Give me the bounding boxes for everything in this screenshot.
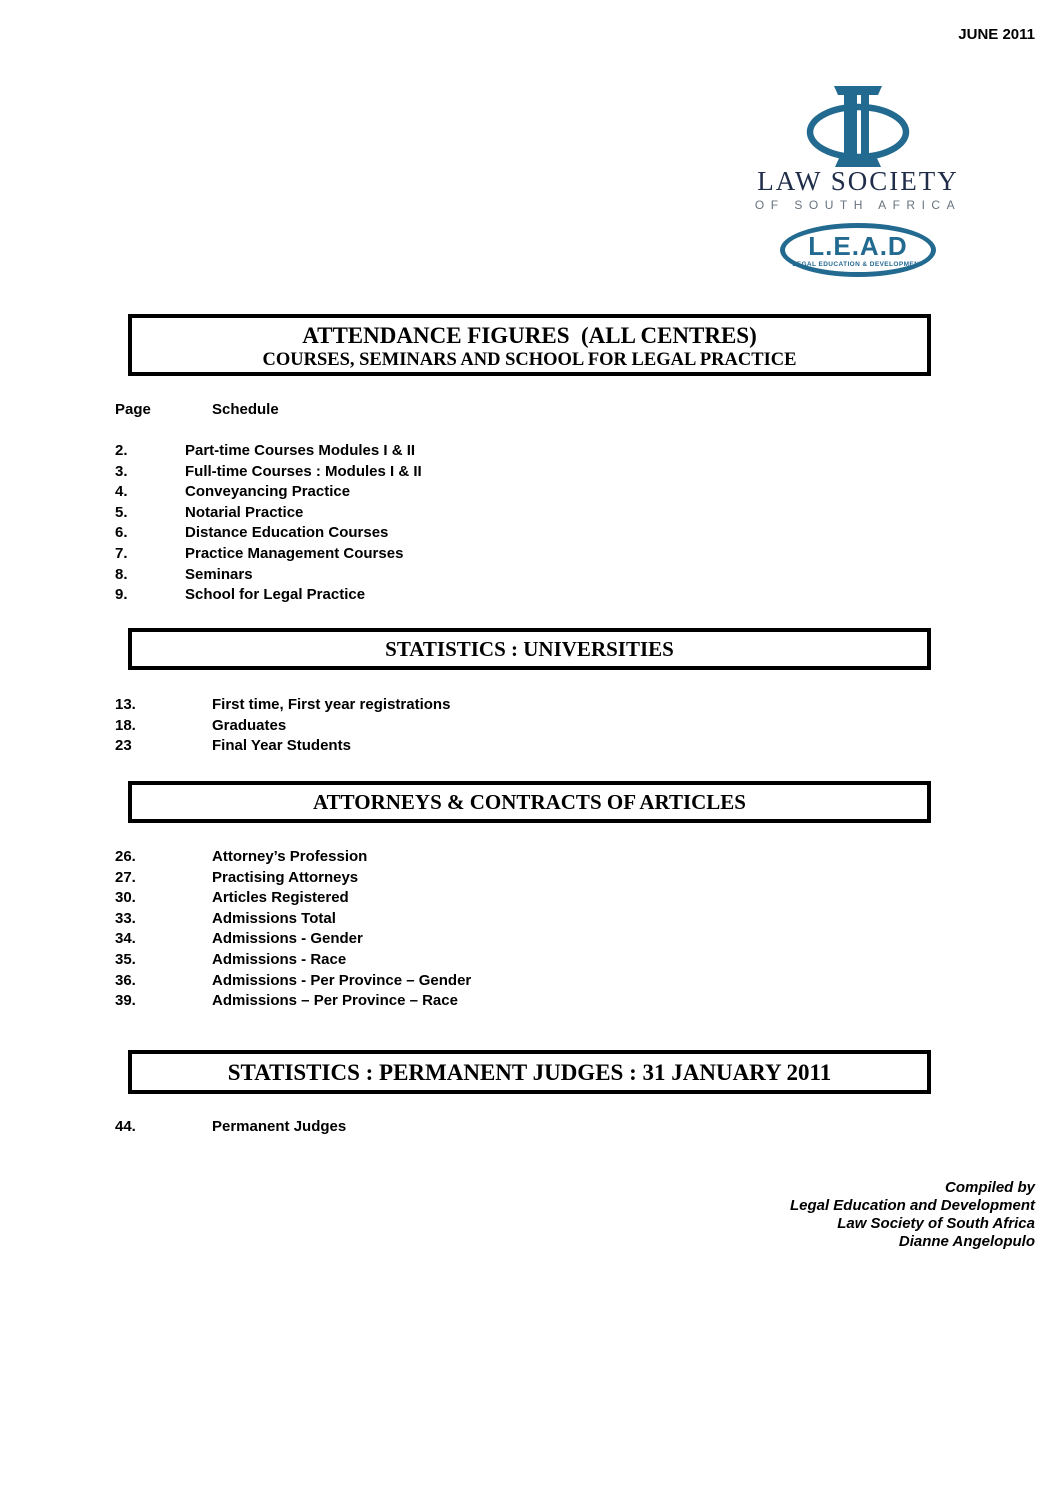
page-number: 35.	[115, 950, 136, 968]
toc-row	[115, 441, 422, 462]
page-number: 26.	[115, 848, 136, 865]
toc-row	[115, 929, 471, 950]
footer-line: Law Society of South Africa	[837, 1215, 1035, 1232]
schedule-item-label: Admissions Total	[212, 909, 336, 927]
schedule-item-label: Practice Management Courses	[185, 544, 404, 562]
page-number: 8.	[115, 565, 128, 583]
compiled-by-block	[790, 1179, 1035, 1251]
schedule-item-label: Admissions – Per Province – Race	[212, 992, 458, 1010]
page-number: 44.	[115, 1118, 136, 1135]
schedule-item-label: School for Legal Practice	[185, 586, 366, 604]
toc-column-headers	[115, 401, 279, 418]
footer-line: Compiled by	[944, 1179, 1035, 1196]
page-number: 30.	[115, 889, 136, 907]
lead-acronym: L.E.A.D	[808, 230, 908, 261]
toc-list-attendance	[115, 441, 422, 606]
footer-line: Dianne Angelopulo	[898, 1233, 1035, 1250]
page-number: 5.	[115, 503, 128, 521]
toc-row	[115, 482, 422, 503]
law-society-wordmark: LAW SOCIETY	[757, 166, 959, 196]
toc-row	[115, 971, 471, 992]
toc-row	[115, 950, 471, 971]
page-number: 36.	[115, 971, 136, 989]
schedule-item-label: First time, First year registrations	[212, 696, 451, 713]
toc-row	[115, 716, 450, 737]
section-title-judges: STATISTICS : PERMANENT JUDGES : 31 JANUARY 2011	[128, 1050, 931, 1094]
schedule-item-label: Full-time Courses : Modules I & II	[185, 462, 422, 480]
schedule-item-label: Articles Registered	[212, 889, 349, 907]
schedule-item-label: Final Year Students	[212, 737, 351, 755]
column-header-schedule: Schedule	[212, 401, 279, 418]
toc-row	[115, 565, 422, 586]
page-number: 23	[115, 737, 132, 755]
page-number: 3.	[115, 462, 128, 480]
toc-list-attorneys	[115, 847, 471, 1012]
page-number: 27.	[115, 868, 136, 886]
law-society-pillar-icon	[806, 86, 910, 170]
toc-row	[115, 847, 471, 868]
toc-row	[115, 909, 471, 930]
date-label: JUNE 2011	[958, 26, 1035, 43]
lead-logo	[780, 223, 936, 277]
schedule-item-label: Part-time Courses Modules I & II	[185, 442, 416, 459]
schedule-item-label: Permanent Judges	[212, 1118, 347, 1135]
toc-row	[115, 523, 422, 544]
schedule-item-label: Practising Attorneys	[212, 868, 359, 886]
toc-row	[115, 868, 471, 889]
section-title-universities: STATISTICS : UNIVERSITIES	[128, 628, 931, 670]
page-number: 39.	[115, 992, 136, 1010]
attendance-title-line2: COURSES, SEMINARS AND SCHOOL FOR LEGAL PRACTICE	[262, 350, 797, 370]
page-number: 18.	[115, 716, 136, 734]
schedule-item-label: Attorney’s Profession	[212, 848, 368, 865]
attendance-title-line1: ATTENDANCE FIGURES (ALL CENTRES)	[302, 323, 757, 348]
page-number: 2.	[115, 442, 128, 459]
page-number: 4.	[115, 483, 128, 501]
page-number: 33.	[115, 909, 136, 927]
schedule-item-label: Conveyancing Practice	[185, 483, 351, 501]
toc-list-universities	[115, 695, 450, 757]
schedule-item-label: Admissions - Gender	[212, 930, 363, 948]
toc-list-judges	[115, 1117, 346, 1138]
schedule-item-label: Admissions - Per Province – Gender	[212, 971, 472, 989]
schedule-item-label: Seminars	[185, 565, 253, 583]
toc-row	[115, 695, 450, 716]
toc-row	[115, 503, 422, 524]
schedule-item-label: Graduates	[212, 716, 287, 734]
law-society-logo	[728, 86, 988, 277]
toc-row	[115, 991, 471, 1012]
section-title-attorneys: ATTORNEYS & CONTRACTS OF ARTICLES	[128, 781, 931, 823]
schedule-item-label: Distance Education Courses	[185, 524, 389, 542]
toc-row	[115, 462, 422, 483]
page-number: 13.	[115, 696, 136, 713]
toc-row	[115, 736, 450, 757]
section-title-attendance	[128, 314, 931, 376]
toc-row	[115, 585, 422, 606]
schedule-item-label: Notarial Practice	[185, 503, 304, 521]
page-number: 7.	[115, 544, 128, 562]
lead-subtitle: LEGAL EDUCATION & DEVELOPMENT	[792, 260, 924, 268]
schedule-item-label: Admissions - Race	[212, 950, 347, 968]
footer-line: Legal Education and Development	[789, 1197, 1035, 1214]
toc-row	[115, 1117, 346, 1138]
column-header-page: Page	[115, 401, 151, 418]
of-south-africa-wordmark: OF SOUTH AFRICA	[754, 198, 962, 212]
page-number: 34.	[115, 930, 136, 948]
toc-row	[115, 888, 471, 909]
page-number: 9.	[115, 586, 128, 604]
page-number: 6.	[115, 524, 128, 542]
toc-row	[115, 544, 422, 565]
